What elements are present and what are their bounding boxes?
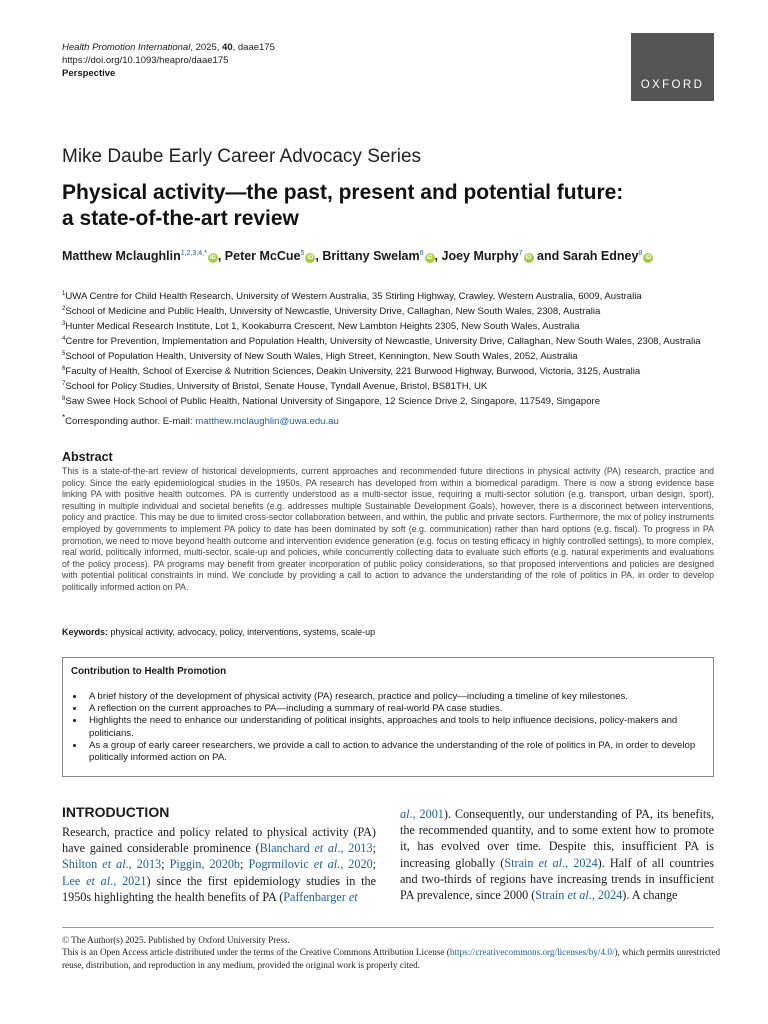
email-link[interactable]: matthew.mclaughlin@uwa.edu.au: [195, 416, 339, 428]
citation-link[interactable]: Paffenbarger et: [283, 889, 358, 904]
article-id: , daae175: [232, 42, 275, 53]
oxford-logo: [631, 33, 714, 101]
orcid-icon[interactable]: iD: [209, 255, 216, 261]
citation-link[interactable]: Piggin, 2020b: [169, 857, 241, 872]
doi-link[interactable]: https://doi.org/10.1093/heapro/daae175: [62, 55, 229, 66]
citation-link[interactable]: Blanchard et al., 2013: [259, 841, 373, 856]
affiliation: $^6$Faculty of Health, School of Exercise & Nutrition Sciences, Deakin University, 221 Burwood Highway, Burwood, Victoria, 3125, Australia: [62, 366, 641, 377]
license-link[interactable]: https://creativecommons.org/licenses/by/4.0/: [449, 947, 615, 958]
title-line-2: a state-of-the-art review: [62, 207, 299, 230]
series-title: Mike Daube Early Career Advocacy Series: [62, 146, 422, 167]
journal-citation: [62, 41, 275, 54]
author-separator: ,: [434, 249, 442, 263]
author-separator: ,: [217, 249, 225, 263]
body-text: ) since the first epidemiology studies in the 1950s highlighting the health benefits of PA (: [62, 873, 376, 904]
affiliation: $^7$School for Policy Studies, University of Bristol, Senate House, Tyndall Avenue, Bristol, BS81TH, UK: [62, 381, 488, 392]
list-item: • Highlights the need to enhance our understanding of political insights, approaches and tools to help influence decisions, policy-makers and politicians.: [85, 715, 705, 739]
affiliation: $^3$Hunter Medical Research Institute, Lot 1, Kookaburra Crescent, New Lambton Heights 2305, New South Wales, Australia: [62, 321, 580, 332]
affiliation-ref[interactable]: 1,2,3,4,*: [180, 250, 207, 257]
body-text: ). Consequently, our understanding of PA, its benefits, the recommended quantity, and to some extent how to promote it, has evolved over time. Despite this, insufficient PA is increasing globally (: [400, 807, 715, 870]
body-text: ;: [240, 857, 249, 872]
footer-divider: [62, 927, 714, 928]
body-text: Research, practice and policy related to physical activity (PA) have gained considerable prominence (: [62, 825, 376, 856]
journal-name: Health Promotion International: [62, 42, 191, 53]
orcid-icon[interactable]: iD: [525, 255, 532, 261]
abstract-heading: Abstract: [62, 450, 113, 464]
affiliation-ref[interactable]: 8: [638, 250, 643, 257]
paper-title: [62, 180, 722, 232]
citation-link[interactable]: Shilton et al., 2013: [62, 857, 162, 872]
citation-link[interactable]: al., 2001: [400, 807, 444, 821]
keywords-text: physical activity, advocacy, policy, interventions, systems, scale-up: [108, 627, 376, 637]
affiliation-ref[interactable]: 6: [419, 250, 424, 257]
list-item: • A brief history of the development of physical activity (PA) research, practice and policy—including a timeline of key milestones.: [85, 691, 705, 703]
body-text: ;: [372, 857, 377, 872]
contribution-list: [71, 691, 705, 764]
citation-link[interactable]: Strain et al., 2024: [535, 888, 623, 903]
affiliation: $^2$School of Medicine and Public Health, University of Newcastle, University Drive, Callaghan, New South Wales, 2308, Australia: [62, 306, 601, 317]
body-text: ;: [161, 857, 170, 872]
affiliation-ref[interactable]: 5: [300, 250, 305, 257]
keywords-label: Keywords:: [62, 627, 109, 637]
contribution-box: [62, 657, 714, 777]
introduction-right-column: [400, 806, 714, 903]
logo-text: OXFORD: [640, 79, 705, 91]
author-name[interactable]: Joey Murphy$^7$iD: [441, 249, 532, 263]
affiliations: [62, 288, 724, 428]
contribution-title: Contribution to Health Promotion: [71, 666, 227, 677]
list-item: • A reflection on the current approaches to PA—including a summary of real-world PA case studies.: [85, 703, 705, 715]
abstract-text: This is a state-of-the-art review of historical developments, current approaches and recommended future directions in physical activity (PA) research, practice and policy. Since the early epidemiological studies in the 1950s, PA research has developed from within a biomedical paradigm. There is now a strong evidence base linking PA with positive health outcomes. PA is currently understood as a multi-sector issue, requiring a multi-sector solution (e.g. transport, urban design, sport), resulting in multiple individual and societal benefits (e.g. addresses multiple Sustainable Development Goals), however, there is a disconnect between interventions, policy and practice. This may be due to limited cross-sector collaboration between, and within, the public and private sectors. Furthermore, the mix of policy instruments employed by governments to implement PA policy to date has been dominated by soft (e.g. communication) rather than hard options (e.g. fiscal). To progress in PA promotion, we need to move beyond health outcome and intervention evidence generation (e.g. focus on testing efficacy in highly controlled settings), to more complex, real world, politically informed, multi-sector, scale-up and policies, while concurrently collecting data to evaluate such efforts (e.g. natural experiments and evaluations of the policy process). PA programs may benefit from greater incorporation of public policy considerations, so that proposed interventions and policies are designed with potential political constraints in mind. We conclude by providing a call to action to advance the understanding of the role of politics in PA, in order to develop politically informed action on PA.: [62, 466, 714, 592]
copyright-notice: © The Author(s) 2025. Published by Oxford University Press.: [62, 935, 290, 945]
introduction-left-column: [62, 824, 376, 905]
article-type: Perspective: [62, 68, 116, 79]
keywords: [62, 627, 714, 637]
journal-volume: 40: [222, 42, 233, 53]
introduction-heading: INTRODUCTION: [62, 804, 170, 820]
body-text: ). Half of all countries and two-thirds of regions have increasing trends in insufficient PA prevalence, since 2000 (: [400, 855, 714, 903]
author-name[interactable]: Matthew Mclaughlin$^{1,2,3,4,*}$iD: [62, 249, 216, 263]
orcid-icon[interactable]: iD: [645, 255, 652, 261]
author-name[interactable]: Peter McCue$^5$iD: [224, 249, 314, 263]
journal-meta: [62, 41, 275, 80]
title-line-1: Physical activity—the past, present and potential future:: [62, 181, 624, 204]
author-separator: ,: [315, 249, 323, 263]
affiliation: $^4$Centre for Prevention, Implementation and Population Health, University of Newcastle, University Drive, Callaghan, New South Wales, 2308, Australia: [62, 336, 701, 347]
affiliation: $^8$Saw Swee Hock School of Public Health, National University of Singapore, 12 Science Drive 2, Singapore, 117549, Singapore: [62, 396, 601, 407]
author-name[interactable]: Sarah Edney$^8$iD: [562, 249, 652, 263]
list-item: • As a group of early career researchers, we provide a call to action to advance the understanding of the role of politics in PA, in order to develop politically informed action on PA.: [85, 740, 705, 764]
license-text: This is an Open Access article distributed under the terms of the Creative Commons Attribution License (https://creativecommons.org/licenses/by/4.0/), which permits unrestricted reuse, distribution, and reproduction in any medium, provided the original work is properly cited.: [62, 947, 721, 970]
orcid-icon[interactable]: iD: [307, 255, 314, 261]
license-footer: [62, 934, 722, 971]
orcid-icon[interactable]: iD: [426, 255, 433, 261]
affiliation: $^1$UWA Centre for Child Health Research, University of Western Australia, 35 Stirling Highway, Crawley, Western Australia, 6009, Australia: [62, 291, 642, 302]
corresponding-author: *Corresponding author. E-mail: matthew.mclaughlin@uwa.edu.au: [62, 413, 339, 428]
journal-year: , 2025,: [190, 42, 223, 53]
author-separator: and: [533, 249, 563, 263]
body-text: ). A change: [622, 888, 678, 903]
citation-link[interactable]: Pogrmilovic et al., 2020: [248, 857, 373, 872]
citation-link[interactable]: Lee et al., 2021: [62, 873, 147, 888]
affiliation-ref[interactable]: 7: [518, 250, 523, 257]
author-list: [62, 244, 722, 266]
body-text: ;: [372, 841, 376, 856]
author-name[interactable]: Brittany Swelam$^6$iD: [322, 249, 433, 263]
affiliation: $^5$School of Population Health, University of New South Wales, High Street, Kennington, New South Wales, 2052, Australia: [62, 351, 578, 362]
citation-link[interactable]: Strain et al., 2024: [504, 855, 598, 870]
